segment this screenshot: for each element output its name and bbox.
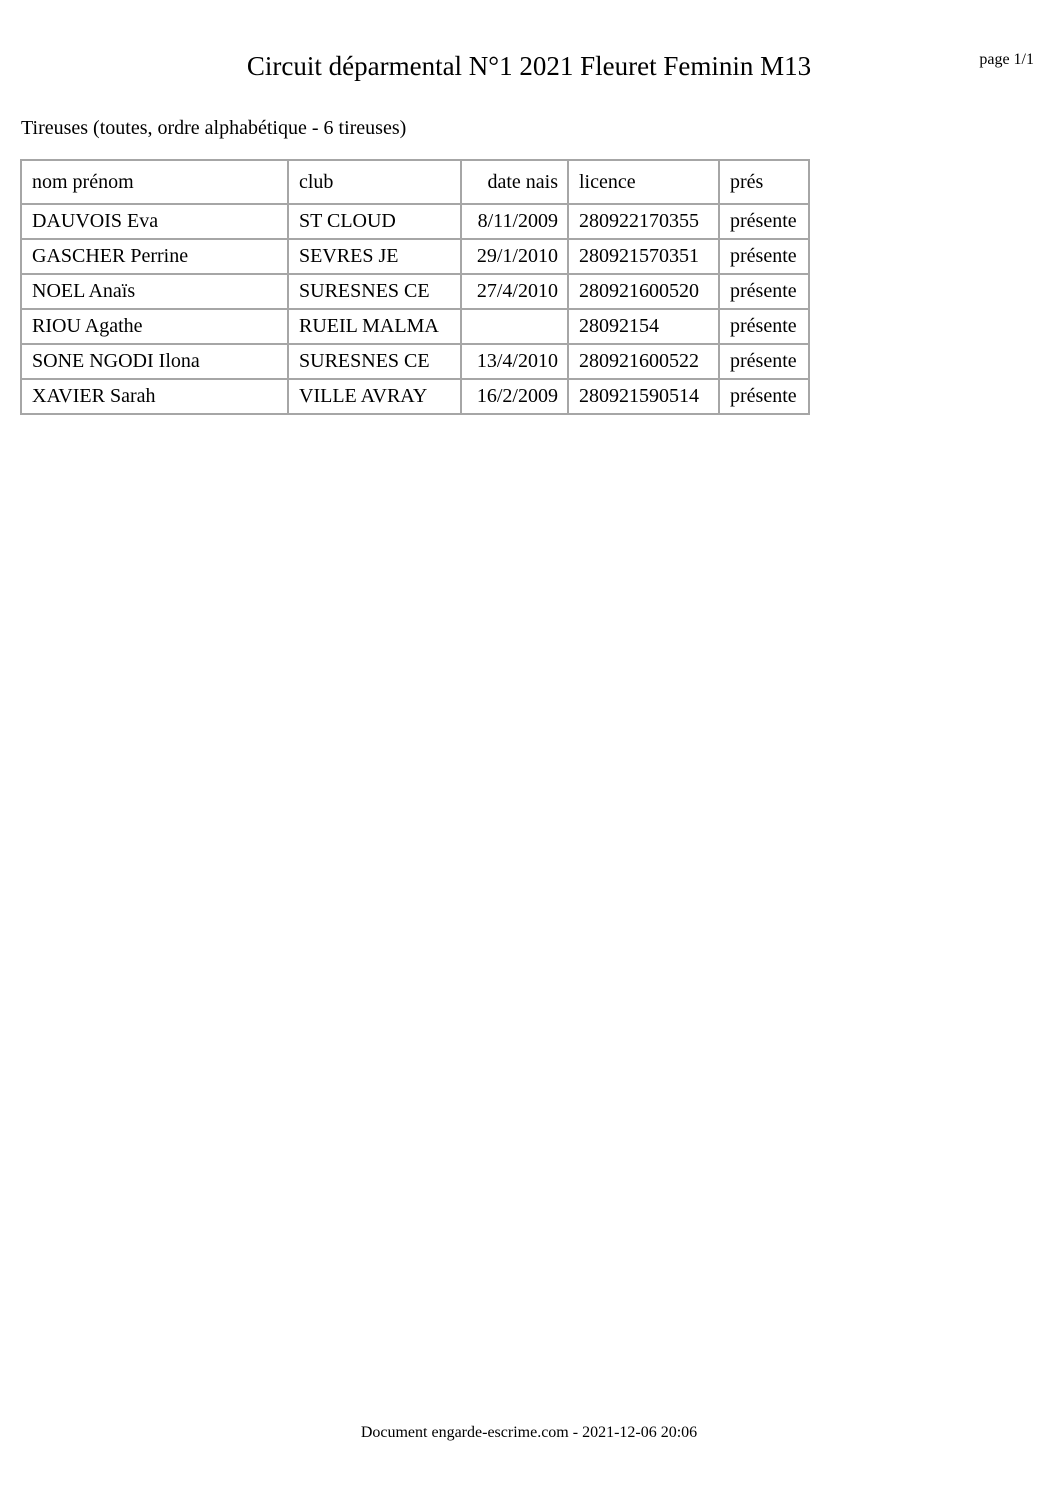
table-header-row (21, 160, 809, 204)
cell-pres: présente (719, 204, 809, 239)
cell-club: SURESNES CE (288, 274, 461, 309)
cell-licence: 280921600522 (568, 344, 719, 379)
cell-date-nais: 16/2/2009 (461, 379, 568, 414)
cell-club: ST CLOUD (288, 204, 461, 239)
cell-nom-prenom: NOEL Anaïs (21, 274, 288, 309)
cell-club: SURESNES CE (288, 344, 461, 379)
document-footer: Document engarde-escrime.com - 2021-12-06 20:06 (360, 1424, 698, 1441)
table-row (21, 204, 809, 239)
cell-licence: 28092154 (568, 309, 719, 344)
cell-nom-prenom: GASCHER Perrine (21, 239, 288, 274)
cell-club: RUEIL MALMA (288, 309, 461, 344)
table-row (21, 344, 809, 379)
table-row (21, 239, 809, 274)
cell-club: VILLE AVRAY (288, 379, 461, 414)
column-header-club: club (288, 160, 461, 204)
column-header-licence: licence (568, 160, 719, 204)
table-row (21, 309, 809, 344)
cell-licence: 280921590514 (568, 379, 719, 414)
cell-pres: présente (719, 379, 809, 414)
cell-pres: présente (719, 239, 809, 274)
cell-licence: 280922170355 (568, 204, 719, 239)
page-title: Circuit déparmental N°1 2021 Fleuret Feminin M13 (246, 51, 812, 81)
cell-nom-prenom: DAUVOIS Eva (21, 204, 288, 239)
column-header-nom-prenom: nom prénom (21, 160, 288, 204)
table-row (21, 379, 809, 414)
tireuses-table (20, 159, 810, 415)
cell-date-nais: 13/4/2010 (461, 344, 568, 379)
cell-licence: 280921600520 (568, 274, 719, 309)
cell-date-nais: 29/1/2010 (461, 239, 568, 274)
cell-date-nais (461, 309, 568, 344)
cell-nom-prenom: RIOU Agathe (21, 309, 288, 344)
cell-pres: présente (719, 309, 809, 344)
section-heading: Tireuses (toutes, ordre alphabétique - 6 tireuses) (21, 117, 407, 139)
cell-licence: 280921570351 (568, 239, 719, 274)
table-row (21, 274, 809, 309)
cell-nom-prenom: XAVIER Sarah (21, 379, 288, 414)
cell-date-nais: 27/4/2010 (461, 274, 568, 309)
cell-date-nais: 8/11/2009 (461, 204, 568, 239)
cell-pres: présente (719, 274, 809, 309)
cell-club: SEVRES JE (288, 239, 461, 274)
column-header-date-nais: date nais (461, 160, 568, 204)
page-number: page 1/1 (979, 51, 1034, 68)
cell-nom-prenom: SONE NGODI Ilona (21, 344, 288, 379)
cell-pres: présente (719, 344, 809, 379)
column-header-pres: prés (719, 160, 809, 204)
